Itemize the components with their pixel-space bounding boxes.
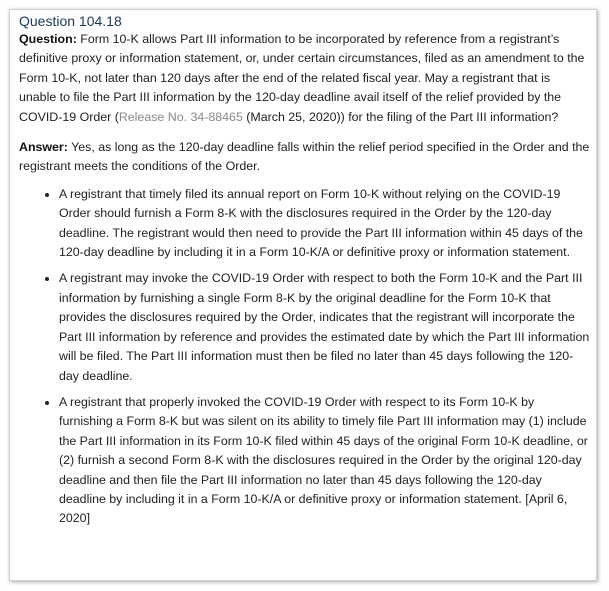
- answer-label: Answer:: [19, 140, 68, 155]
- bullet-item-1: • A registrant that timely filed its annual report on Form 10-K without relying on the COVID-19 Order should furnish a Form 8-K with the disclosures required in the Order by the 120-day deadline. The registrant would then need to provide the Part III information within 45 days of the 120-day deadline by including it in a Form 10-K/A or definitive proxy or information statement.: [59, 185, 590, 263]
- release-link[interactable]: Release No. 34-88465: [118, 109, 243, 124]
- bullet-item-2: • A registrant may invoke the COVID-19 Order with respect to both the Form 10-K and the Part III information by furnishing a single Form 8-K by the original deadline for the Form 10-K that provides the disclosures required by the Order, indicates that the registrant will incorporate the Part III information by reference and provides the estimated date by which the Part III information will be filed. The Part III information must then be filed no later than 45 days following the 120-day deadline.: [59, 269, 590, 385]
- question-heading: Question 104.18: [19, 13, 122, 29]
- answer-bullet-list: [19, 185, 590, 529]
- interpretation-panel: [9, 9, 597, 581]
- answer-text: Yes, as long as the 120-day deadline falls within the relief period specified in the Order and the registrant meets the conditions of the Order.: [19, 140, 590, 174]
- question-label: Question:: [19, 32, 77, 46]
- question-text-after-link: (March 25, 2020)) for the filing of the Part III information?: [242, 109, 559, 124]
- question-text-before-link: Form 10-K allows Part III information to be incorporated by reference from a registrant’s definitive proxy or information statement, or, under certain circumstances, filed as an amendment to the Form 10-K, not later than 120 days after the end of the related fiscal year. May a registrant that is unable to file the Part III information by the 120-day deadline avail itself of the relief provided by the COVID-19 Order (: [19, 32, 585, 124]
- bullet-item-3: • A registrant that properly invoked the COVID-19 Order with respect to its Form 10-K by furnishing a Form 8-K but was silent on its ability to timely file Part III information may (1) include the Part III information in its Form 10-K filed within 45 days of the original Form 10-K deadline, or (2) furnish a second Form 8-K with the disclosures required in the Order by the original 120-day deadline and then file the Part III information no later than 45 days following the 120-day deadline by including it in a Form 10-K/A or definitive proxy or information statement. [April 6, 2020]: [59, 393, 590, 529]
- answer-paragraph: [19, 138, 590, 177]
- question-paragraph: [19, 30, 590, 127]
